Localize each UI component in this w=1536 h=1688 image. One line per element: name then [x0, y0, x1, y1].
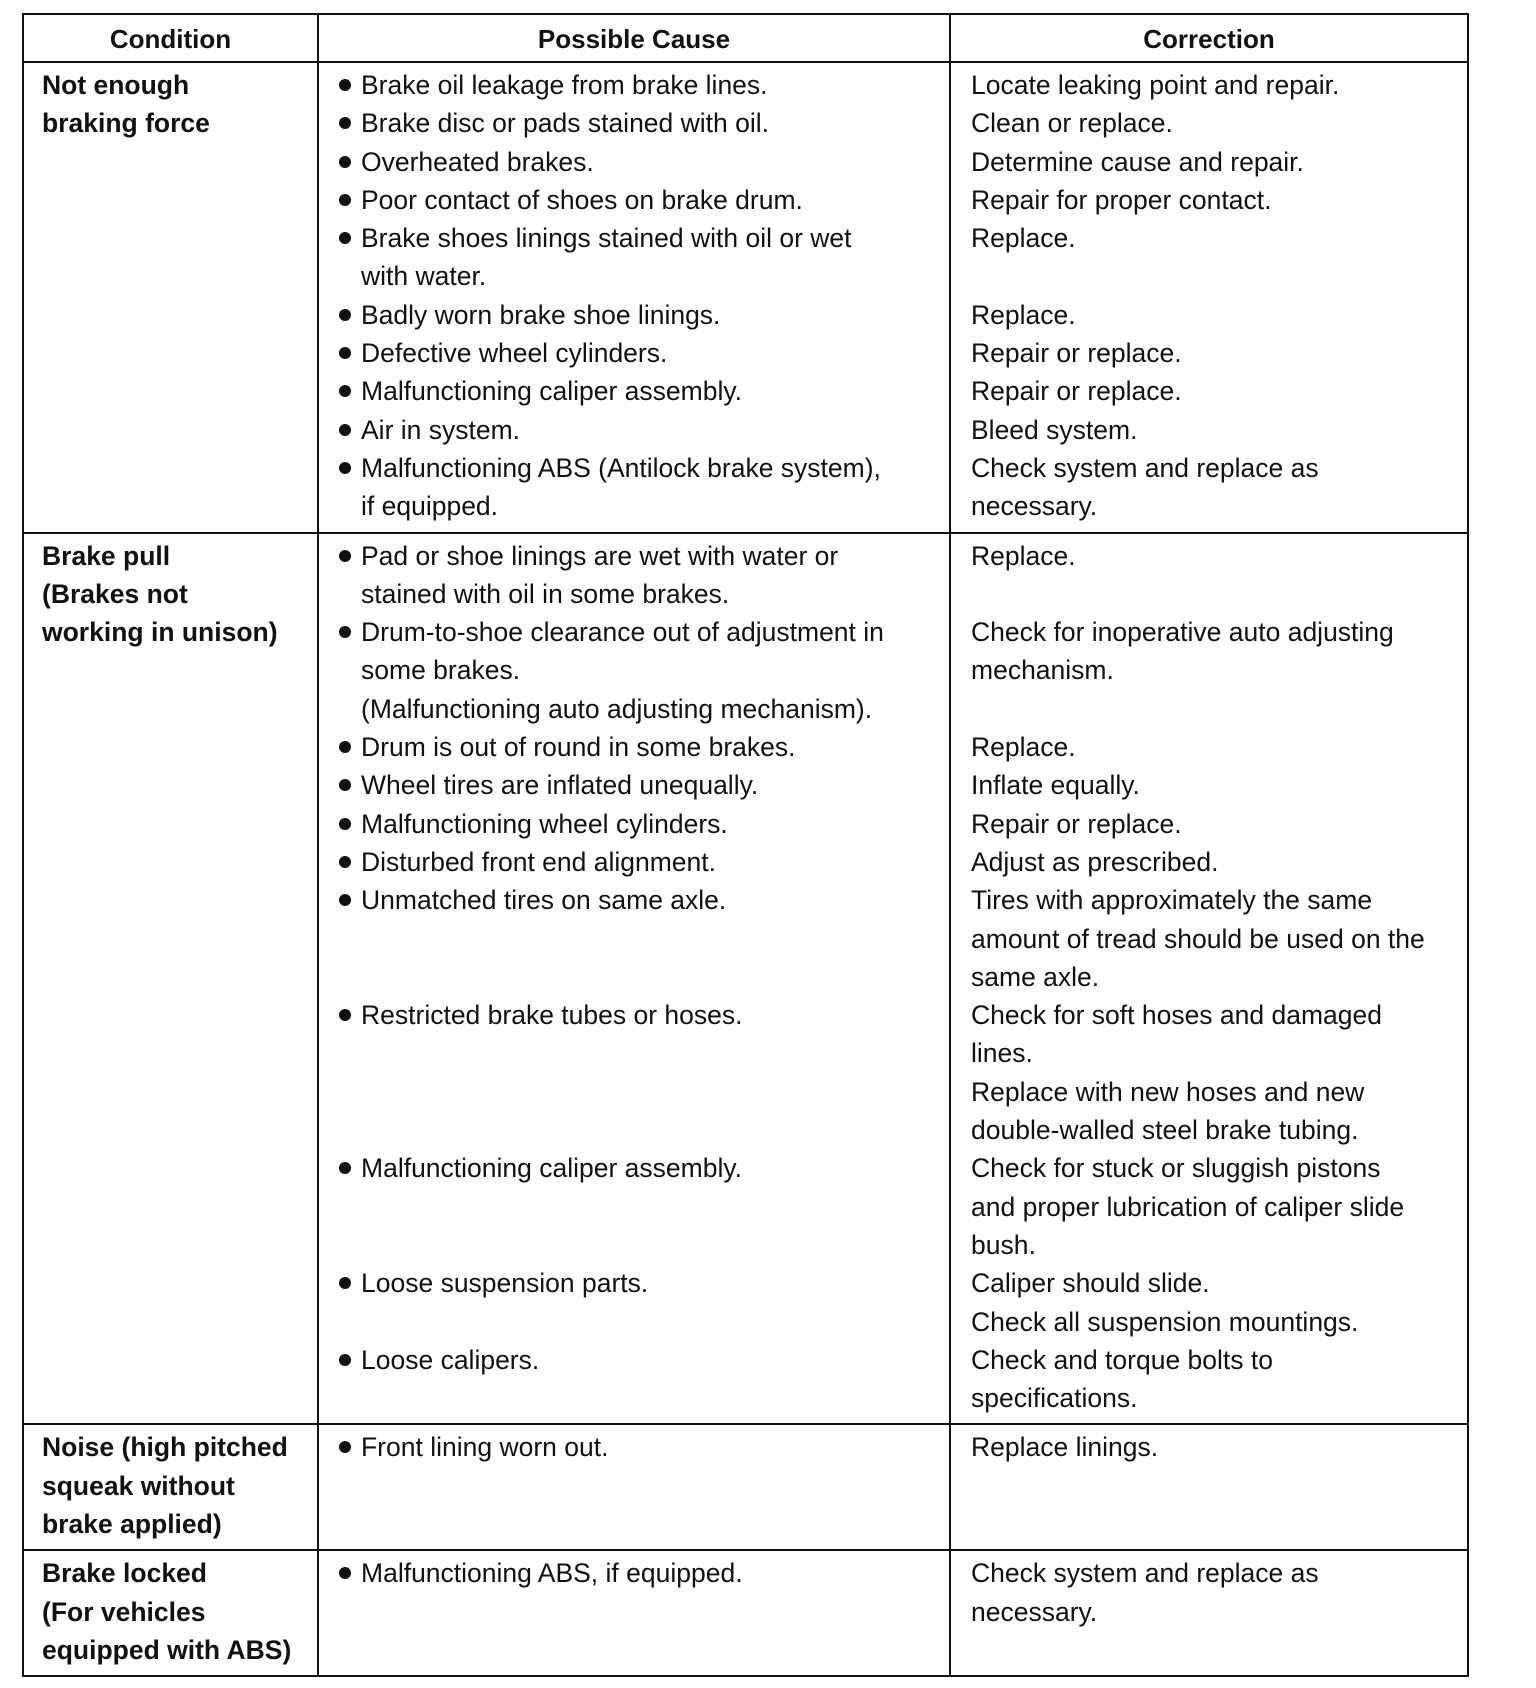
condition-text: Noise (high pitched: [42, 1432, 288, 1463]
cause-item: [339, 766, 945, 804]
cause-item: [339, 1554, 945, 1592]
bullet-icon: [339, 232, 351, 244]
correction-text: Tires with approximately the same: [971, 885, 1373, 916]
correction-cell: [950, 62, 1468, 533]
condition-text: Not enough: [42, 70, 190, 100]
correction-text: necessary.: [971, 491, 1098, 522]
bullet-icon: [339, 156, 351, 168]
correction-text: amount of tread should be used on the: [971, 923, 1425, 954]
blank-line: [339, 1073, 945, 1111]
correction-cell: [950, 1550, 1468, 1676]
cause-item: [339, 1428, 945, 1466]
correction-text: Check all suspension mountings.: [971, 1306, 1359, 1337]
bullet-icon: [339, 1162, 351, 1174]
cause-item: [339, 1341, 945, 1379]
correction-text: Replace linings.: [971, 1432, 1159, 1463]
bullet-icon: [339, 1009, 351, 1021]
cause-item: [339, 449, 945, 487]
cause-text: Restricted brake tubes or hoses.: [361, 1000, 743, 1031]
cause-item: [339, 613, 945, 651]
bullet-icon: [339, 347, 351, 359]
cause-item: [339, 1264, 945, 1302]
cause-text: Brake disc or pads stained with oil.: [361, 108, 770, 139]
correction-text: same axle.: [971, 961, 1100, 992]
blank-line: [339, 958, 945, 996]
correction-text: Replace with new hoses and new: [971, 1076, 1365, 1107]
correction-text: Repair or replace.: [971, 376, 1182, 407]
blank-line: [339, 1303, 945, 1341]
correction-text: Repair or replace.: [971, 808, 1182, 839]
cause-cell: [318, 1550, 950, 1676]
cause-text: Malfunctioning ABS (Antilock brake system),: [361, 452, 881, 483]
blank-line: [339, 920, 945, 958]
correction-text: Bleed system.: [971, 414, 1138, 445]
bullet-icon: [339, 1354, 351, 1366]
cause-cell: [318, 1424, 950, 1550]
cause-item: [339, 66, 945, 104]
cause-item: [339, 651, 945, 689]
table-row: [23, 1424, 1468, 1550]
header-correction: Correction: [950, 14, 1468, 62]
cause-text: Brake shoes linings stained with oil or wet: [361, 223, 852, 254]
cause-text: Malfunctioning wheel cylinders.: [361, 808, 728, 839]
correction-cell: [950, 533, 1468, 1425]
cause-item: [339, 805, 945, 843]
cause-item: [339, 257, 945, 295]
bullet-icon: [339, 1277, 351, 1289]
blank-line: [971, 257, 1459, 295]
cause-text: Front lining worn out.: [361, 1432, 609, 1463]
bullet-icon: [339, 741, 351, 753]
condition-text: squeak without: [42, 1470, 235, 1501]
condition-text: equipped with ABS): [42, 1634, 292, 1665]
correction-text: specifications.: [971, 1383, 1138, 1414]
cause-text: Pad or shoe linings are wet with water or: [361, 540, 839, 571]
cause-cell: [318, 533, 950, 1425]
cause-item: [339, 181, 945, 219]
cause-item: [339, 881, 945, 919]
table-row: [23, 62, 1468, 533]
cause-text: stained with oil in some brakes.: [361, 578, 730, 609]
table-row: [23, 533, 1468, 1425]
cause-item: [339, 143, 945, 181]
cause-text: Malfunctioning caliper assembly.: [361, 376, 742, 407]
correction-text: Check for stuck or sluggish pistons: [971, 1153, 1381, 1184]
correction-text: mechanism.: [971, 655, 1114, 686]
cause-item: [339, 334, 945, 372]
cause-item: [339, 996, 945, 1034]
condition-text: (For vehicles: [42, 1596, 206, 1627]
correction-text: Replace.: [971, 540, 1076, 571]
bullet-icon: [339, 309, 351, 321]
blank-line: [339, 1111, 945, 1149]
bullet-icon: [339, 385, 351, 397]
cause-text: Loose calipers.: [361, 1344, 540, 1375]
bullet-icon: [339, 856, 351, 868]
correction-text: Caliper should slide.: [971, 1268, 1210, 1299]
cause-text: Badly worn brake shoe linings.: [361, 299, 721, 330]
cause-item: [339, 104, 945, 142]
cause-text: Drum-to-shoe clearance out of adjustment in: [361, 617, 884, 648]
condition-text: brake applied): [42, 1508, 222, 1539]
correction-text: double-walled steel brake tubing.: [971, 1115, 1359, 1146]
correction-text: and proper lubrication of caliper slide: [971, 1191, 1405, 1222]
condition-cell: [23, 1424, 318, 1550]
blank-line: [971, 575, 1459, 613]
condition-cell: [23, 62, 318, 533]
condition-text: braking force: [42, 108, 210, 139]
cause-item: [339, 575, 945, 613]
correction-text: Inflate equally.: [971, 770, 1140, 801]
bullet-icon: [339, 424, 351, 436]
cause-text: Air in system.: [361, 414, 521, 445]
cause-item: [339, 372, 945, 410]
correction-text: Check and torque bolts to: [971, 1344, 1273, 1375]
correction-text: Determine cause and repair.: [971, 146, 1304, 177]
condition-cell: [23, 533, 318, 1425]
cause-text: Drum is out of round in some brakes.: [361, 732, 796, 763]
correction-text: Check system and replace as: [971, 452, 1319, 483]
table-body: [23, 62, 1468, 1676]
bullet-icon: [339, 117, 351, 129]
cause-text: Brake oil leakage from brake lines.: [361, 70, 768, 100]
cause-item: [339, 1149, 945, 1187]
cause-item: [339, 728, 945, 766]
correction-text: Replace.: [971, 299, 1076, 330]
bullet-icon: [339, 1567, 351, 1579]
cause-text: Wheel tires are inflated unequally.: [361, 770, 759, 801]
blank-line: [339, 1379, 945, 1417]
bullet-icon: [339, 818, 351, 830]
bullet-icon: [339, 1441, 351, 1453]
correction-text: bush.: [971, 1229, 1036, 1260]
cause-text: with water.: [361, 261, 487, 292]
cause-text: Malfunctioning ABS, if equipped.: [361, 1558, 743, 1589]
bullet-icon: [339, 194, 351, 206]
cause-text: (Malfunctioning auto adjusting mechanism).: [361, 693, 873, 724]
cause-item: [339, 537, 945, 575]
correction-text: Adjust as prescribed.: [971, 846, 1219, 877]
header-row: [23, 14, 1468, 62]
bullet-icon: [339, 550, 351, 562]
blank-line: [971, 690, 1459, 728]
condition-text: Brake pull: [42, 540, 171, 571]
correction-cell: [950, 1424, 1468, 1550]
condition-text: Brake locked: [42, 1558, 207, 1589]
cause-text: Overheated brakes.: [361, 146, 594, 177]
cause-item: [339, 690, 945, 728]
bullet-icon: [339, 79, 351, 91]
correction-text: Replace.: [971, 732, 1076, 763]
correction-text: Repair for proper contact.: [971, 184, 1272, 215]
bullet-icon: [339, 462, 351, 474]
condition-text: working in unison): [42, 617, 278, 648]
cause-text: Disturbed front end alignment.: [361, 846, 717, 877]
bullet-icon: [339, 626, 351, 638]
table-header: [23, 14, 1468, 62]
cause-item: [339, 411, 945, 449]
blank-line: [339, 1226, 945, 1264]
blank-line: [339, 1188, 945, 1226]
correction-text: lines.: [971, 1038, 1033, 1069]
cause-text: if equipped.: [361, 491, 499, 522]
correction-text: Repair or replace.: [971, 338, 1182, 369]
cause-item: [339, 843, 945, 881]
cause-text: Defective wheel cylinders.: [361, 338, 668, 369]
blank-line: [339, 1034, 945, 1072]
cause-item: [339, 296, 945, 334]
cause-text: Unmatched tires on same axle.: [361, 885, 727, 916]
cause-text: some brakes.: [361, 655, 521, 686]
correction-text: Replace.: [971, 223, 1076, 254]
cause-item: [339, 219, 945, 257]
correction-text: Clean or replace.: [971, 108, 1173, 139]
table-row: [23, 1550, 1468, 1676]
cause-cell: [318, 62, 950, 533]
troubleshooting-table: [22, 13, 1469, 1677]
correction-text: Check system and replace as: [971, 1558, 1319, 1589]
bullet-icon: [339, 779, 351, 791]
condition-text: (Brakes not: [42, 578, 188, 609]
correction-text: Check for soft hoses and damaged: [971, 1000, 1382, 1031]
condition-cell: [23, 1550, 318, 1676]
cause-item: [339, 487, 945, 525]
correction-text: Check for inoperative auto adjusting: [971, 617, 1394, 648]
cause-text: Malfunctioning caliper assembly.: [361, 1153, 742, 1184]
cause-text: Loose suspension parts.: [361, 1268, 649, 1299]
header-condition: Condition: [23, 14, 318, 62]
bullet-icon: [339, 894, 351, 906]
correction-text: Locate leaking point and repair.: [971, 70, 1340, 100]
header-possible-cause: Possible Cause: [318, 14, 950, 62]
correction-text: necessary.: [971, 1596, 1098, 1627]
cause-text: Poor contact of shoes on brake drum.: [361, 184, 803, 215]
